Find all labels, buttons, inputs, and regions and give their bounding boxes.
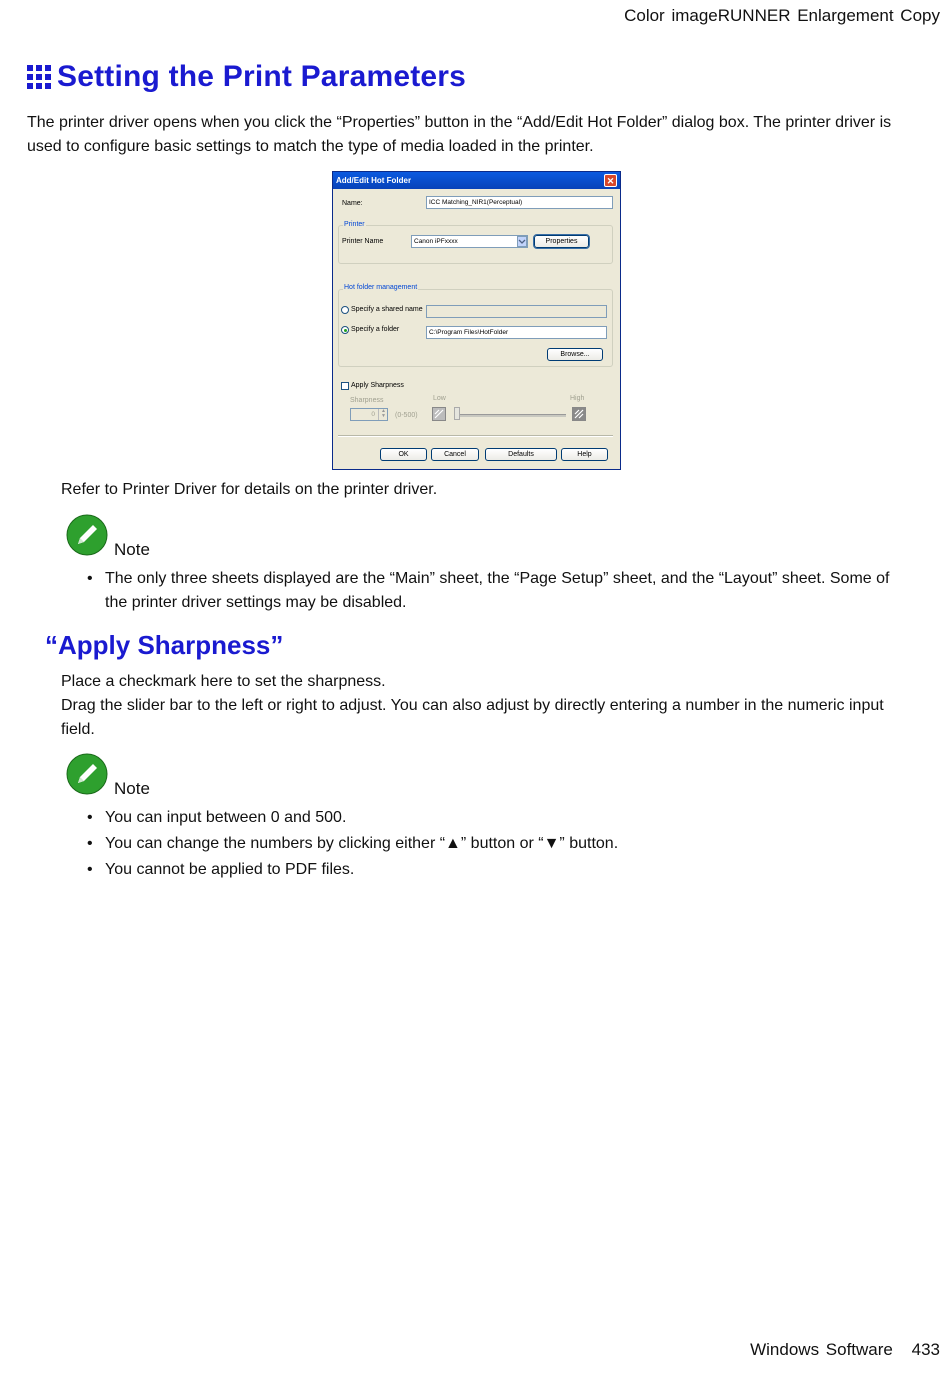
list-item: • You cannot be applied to PDF files. bbox=[87, 858, 897, 882]
ok-button[interactable]: OK bbox=[380, 448, 427, 461]
shared-name-radio[interactable] bbox=[341, 306, 349, 314]
chevron-down-icon[interactable] bbox=[517, 236, 527, 247]
intro-paragraph: The printer driver opens when you click the “Properties” button in the “Add/Edit Hot Folder” dialog box. The printer driver is used to configure basic settings to match the type of media loaded in the printer. bbox=[27, 114, 892, 155]
sharpness-input[interactable]: 0 bbox=[350, 408, 388, 421]
high-label: High bbox=[570, 395, 585, 402]
name-label: Name: bbox=[342, 200, 363, 207]
defaults-button[interactable]: Defaults bbox=[485, 448, 557, 461]
list-item: • The only three sheets displayed are the “Main” sheet, the “Page Setup” sheet, and the “Layout” sheet. Some of the printer driver settings may be disabled. bbox=[87, 567, 897, 615]
dialog-divider bbox=[338, 435, 613, 437]
pencil-note-icon bbox=[66, 514, 108, 556]
sharpness-slider-thumb[interactable] bbox=[454, 407, 460, 420]
folder-label: Specify a folder bbox=[351, 326, 400, 333]
note-2-header bbox=[66, 753, 150, 798]
section-heading bbox=[27, 60, 466, 94]
dialog-title: Add/Edit Hot Folder bbox=[336, 176, 412, 185]
folder-radio[interactable] bbox=[341, 326, 349, 334]
low-sharpness-icon bbox=[432, 407, 446, 421]
sharpness-line-2: Drag the slider bar to the left or right to adjust. You can also adjust by directly entering a number in the numeric input field. bbox=[61, 697, 884, 738]
page-number: 433 bbox=[911, 1340, 940, 1359]
folder-field[interactable]: C:\Program Files\HotFolder bbox=[426, 326, 607, 339]
high-sharpness-icon bbox=[572, 407, 586, 421]
footer-section: Windows Software bbox=[750, 1340, 893, 1359]
section-title: Setting the Print Parameters bbox=[57, 60, 467, 93]
note-2-label: Note bbox=[114, 779, 150, 798]
low-label: Low bbox=[433, 395, 446, 402]
grid-icon bbox=[27, 65, 51, 89]
shared-name-label: Specify a shared name bbox=[351, 306, 423, 313]
note-1-label: Note bbox=[114, 540, 150, 559]
hot-folder-group-label: Hot folder management bbox=[344, 284, 418, 291]
dialog-titlebar bbox=[333, 172, 620, 189]
refer-paragraph: Refer to Printer Driver for details on the printer driver. bbox=[61, 481, 438, 498]
sharpness-line-1: Place a checkmark here to set the sharpness. bbox=[61, 673, 386, 690]
sharpness-range: (0-500) bbox=[395, 412, 418, 419]
printer-name-label: Printer Name bbox=[342, 238, 384, 245]
help-button[interactable]: Help bbox=[561, 448, 608, 461]
list-item: • You can change the numbers by clicking either “▲” button or “▼” button. bbox=[87, 832, 897, 856]
note-1-header bbox=[66, 514, 150, 559]
sharpness-label: Sharpness bbox=[350, 397, 384, 404]
browse-button[interactable]: Browse... bbox=[547, 348, 603, 361]
pencil-note-icon bbox=[66, 753, 108, 795]
running-header: Color imageRUNNER Enlargement Copy bbox=[624, 6, 940, 25]
shared-name-field[interactable] bbox=[426, 305, 607, 318]
printer-group-label: Printer bbox=[344, 221, 365, 228]
name-field[interactable]: ICC Matching_NIR1(Perceptual) bbox=[426, 196, 613, 209]
apply-sharpness-checkbox[interactable] bbox=[341, 382, 349, 390]
note-2-list bbox=[87, 806, 897, 884]
add-edit-hot-folder-dialog bbox=[332, 171, 621, 470]
sharpness-description bbox=[61, 670, 921, 742]
printer-name-value: Canon iPFxxxx bbox=[414, 238, 458, 245]
page-footer bbox=[738, 1340, 940, 1360]
list-item: • You can input between 0 and 500. bbox=[87, 806, 897, 830]
subsection-title: “Apply Sharpness” bbox=[45, 630, 284, 660]
note-1-list bbox=[87, 567, 897, 617]
sharpness-spinner[interactable]: ▲ ▼ bbox=[378, 409, 388, 420]
cancel-button[interactable]: Cancel bbox=[431, 448, 479, 461]
properties-button[interactable]: Properties bbox=[534, 235, 589, 248]
sharpness-slider-track[interactable] bbox=[454, 414, 566, 417]
apply-sharpness-label: Apply Sharpness bbox=[351, 382, 404, 389]
close-icon[interactable]: ✕ bbox=[604, 174, 617, 187]
printer-name-select[interactable] bbox=[411, 235, 528, 248]
